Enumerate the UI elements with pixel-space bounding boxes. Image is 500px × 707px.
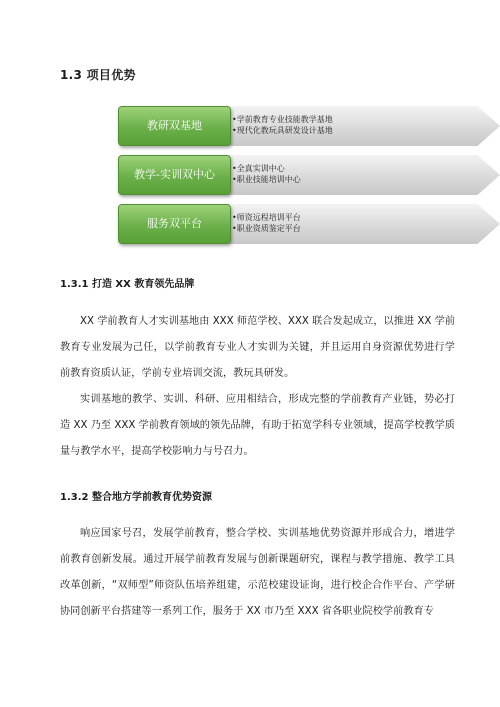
diagram-label-2: 教学-实训双中心: [118, 155, 231, 195]
paragraph-2: 实训基地的教学、实训、科研、应用相结合，形成完整的学前教育产业链，势必打造 XX 乃至 XXX 学前教育领域的领先品牌，有助于拓宽学科专业领域，提高学校教学质量与教学水平，提高学校影响力与号召力。: [60, 394, 455, 457]
diagram-item: •全真实训中心: [232, 164, 285, 173]
subsection-heading-1: 1.3.1 打造 XX 教育领先品牌: [60, 279, 195, 290]
diagram-item: •师资远程培训平台: [232, 213, 301, 222]
diagram-items-1: [232, 114, 333, 136]
subsection-heading-2: 1.3.2 整合地方学前教育优势资源: [60, 492, 212, 503]
diagram-item: •职业资质鉴定平台: [232, 224, 301, 233]
paragraph-1: XX 学前教育人才实训基地由 XXX 师范学校、XXX 联合发起成立，以推进 XX 学前教育专业发展为己任，以学前教育专业人才实训为关键，并且运用自身资源优势进行学前教育资质认证，学前专业培训交流，教玩具研发。: [60, 316, 455, 379]
diagram-label-1: 教研双基地: [118, 106, 231, 146]
diagram-items-2: [232, 163, 301, 185]
diagram-items-3: [232, 212, 301, 234]
diagram-label-3: 服务双平台: [118, 204, 231, 244]
paragraph-3: 响应国家号召，发展学前教育，整合学校、实训基地优势资源并形成合力，增进学前教育创新发展。通过开展学前教育发展与创新课题研究，课程与教学措施、教学工具改革创新，“双师型”师资队伍培养组建，示范校建设证询，进行校企合作平台、产学研协同创新平台搭建等一系列工作，服务于 XX 市乃至 XXX 省各职业院校学前教育专: [60, 528, 455, 617]
diagram-item: •职业技能培训中心: [232, 175, 301, 184]
diagram-item: •现代化教玩具研发设计基地: [232, 126, 333, 135]
advantage-diagram: [118, 100, 388, 250]
diagram-item: •学前教育专业技能教学基地: [232, 115, 333, 124]
section-heading: 1.3 项目优势: [60, 68, 136, 82]
